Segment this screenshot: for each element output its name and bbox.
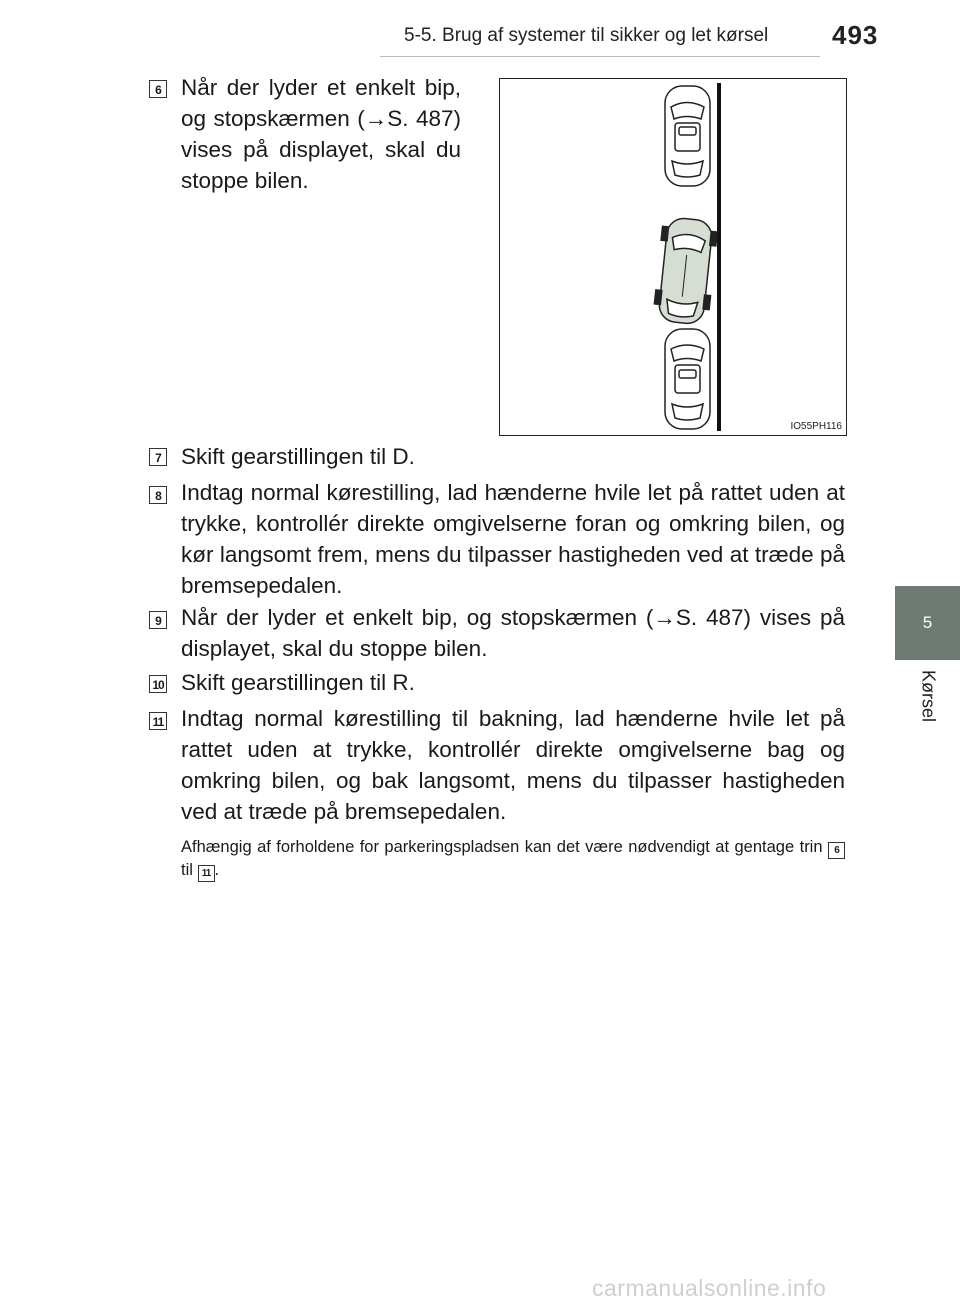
chapter-label: Kørsel — [918, 670, 938, 723]
step-number: 7 — [149, 448, 167, 466]
step-text: Når der lyder et enkelt bip, og stopskærmen (→S. 487) vises på displayet, skal du stoppe bilen. — [181, 605, 845, 661]
step-text: Indtag normal kørestilling til bakning, lad hænderne hvile let på rattet uden at trykke, kontrollér direkte omgivelserne bag og omkring bilen, og bak langsomt, mens du tilpasser hastigheden ved at træde på bremsepedalen. — [181, 706, 845, 824]
note-end: . — [214, 861, 220, 879]
parked-car-front — [665, 86, 710, 186]
step-number: 10 — [149, 675, 167, 693]
step-number: 11 — [149, 712, 167, 730]
step-number: 6 — [149, 80, 167, 98]
section-title: 5-5. Brug af systemer til sikker og let kørsel — [404, 25, 769, 46]
chapter-tab — [895, 586, 960, 660]
parking-illustration — [499, 78, 847, 436]
page-number: 493 — [832, 20, 879, 50]
note-step-to: 11 — [198, 865, 215, 882]
step-text: Når der lyder et enkelt bip, og stopskærmen (→S. 487) vises på displayet, skal du stoppe bilen. — [181, 75, 461, 193]
chapter-number: 5 — [922, 613, 933, 632]
step-text: Indtag normal kørestilling, lad hænderne hvile let på rattet uden at trykke, kontrollér direkte omgivelserne foran og omkring bilen, og kør langsomt frem, mens du tilpasser hastigheden ved at træde på bremsepedalen. — [181, 480, 845, 598]
note-connector: til — [181, 861, 193, 879]
parked-car-rear — [665, 329, 710, 429]
chapter-label-wrap — [895, 660, 960, 760]
step-number: 9 — [149, 611, 167, 629]
note-text: Afhængig af forholdene for parkeringspladsen kan det være nødvendigt at gentage trin — [181, 838, 823, 856]
step-text: Skift gearstillingen til D. — [181, 444, 415, 469]
page-header — [0, 0, 960, 70]
watermark: carmanualsonline.info — [592, 1275, 827, 1301]
maneuvering-car — [653, 216, 719, 325]
step-number: 8 — [149, 486, 167, 504]
note-step-from: 6 — [828, 842, 845, 859]
header-rule — [380, 56, 820, 57]
note-paragraph — [181, 836, 845, 882]
parking-diagram — [500, 79, 846, 435]
figure-code: IO55PH116 — [790, 421, 842, 432]
step-text: Skift gearstillingen til R. — [181, 670, 415, 695]
